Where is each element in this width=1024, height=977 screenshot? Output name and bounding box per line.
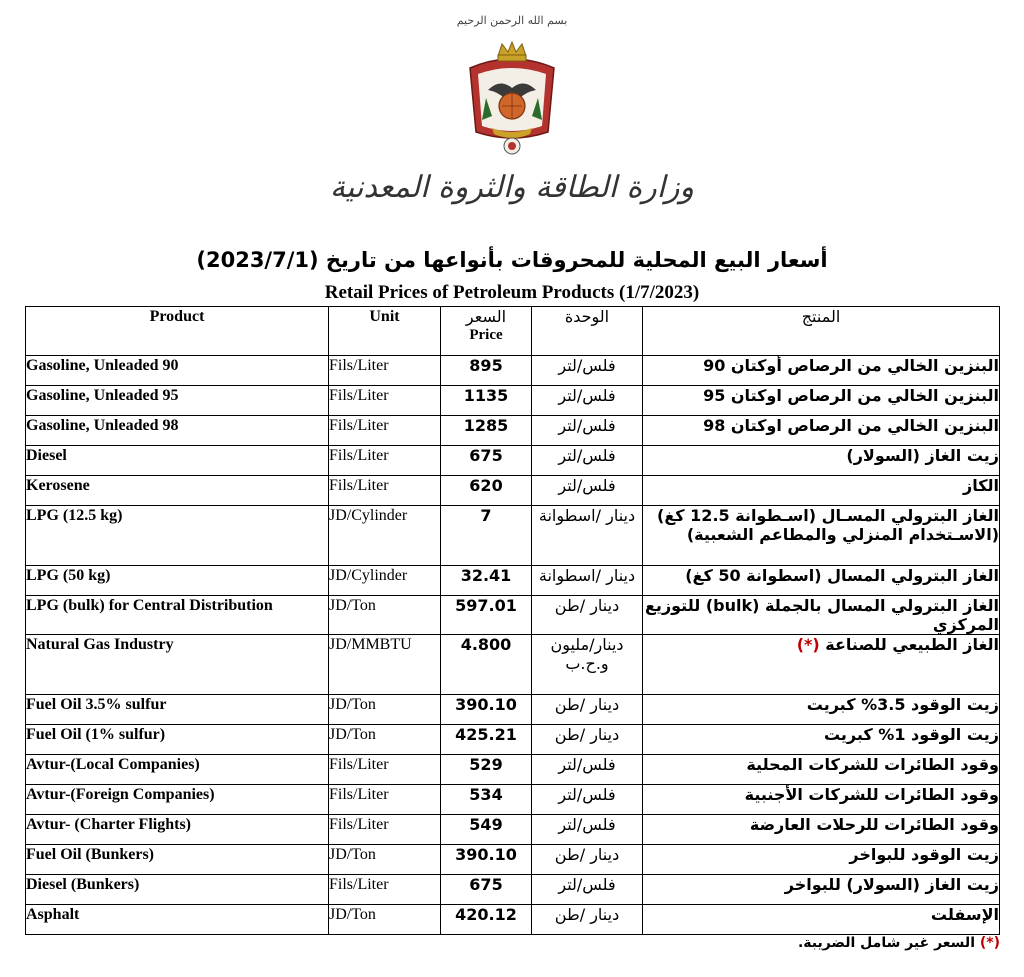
product-unit-arabic [532, 725, 643, 755]
product-name-arabic [643, 815, 1000, 845]
product-unit-text: Fils/Liter [329, 816, 389, 833]
product-name-arabic [643, 566, 1000, 596]
table-row [26, 725, 1000, 755]
product-unit-arabic-text: فلس/لتر [558, 875, 616, 894]
product-price-text: 7 [480, 506, 492, 525]
product-unit-arabic-text: دينار /طن [554, 695, 620, 714]
product-unit [329, 386, 441, 416]
product-price-text: 425.21 [455, 725, 517, 744]
basmala-calligraphy: بسم الله الرحمن الرحيم [456, 14, 568, 27]
product-price-text: 1135 [463, 386, 509, 405]
product-price [441, 386, 532, 416]
letterhead [0, 0, 1024, 245]
product-unit-arabic [532, 815, 643, 845]
product-name [26, 566, 329, 596]
product-unit [329, 416, 441, 446]
tax-note-star: (*) [796, 635, 820, 654]
product-name-arabic-text: وقود الطائرات للشركات المحلية [746, 755, 999, 774]
product-name-arabic-text: الغاز البترولي المسال (اسطوانة 50 كغ) [685, 566, 999, 585]
table-header-row [26, 307, 1000, 356]
product-name [26, 755, 329, 785]
product-unit [329, 905, 441, 935]
product-unit-arabic-text: فلس/لتر [558, 356, 616, 375]
product-price-text: 1285 [463, 416, 509, 435]
product-unit-arabic [532, 845, 643, 875]
product-name-text: Fuel Oil (Bunkers) [26, 846, 155, 863]
product-unit [329, 476, 441, 506]
product-name-arabic [643, 446, 1000, 476]
product-name [26, 815, 329, 845]
product-name-text: LPG (12.5 kg) [26, 507, 123, 524]
product-unit [329, 755, 441, 785]
product-name [26, 785, 329, 815]
product-unit-arabic-text: فلس/لتر [558, 446, 616, 465]
product-price [441, 815, 532, 845]
product-unit [329, 596, 441, 635]
product-name-arabic [643, 845, 1000, 875]
header-unit: Unit [329, 307, 441, 356]
product-unit-text: JD/Ton [329, 906, 376, 923]
product-name-arabic-text: البنزين الخالي من الرصاص اوكتان 98 [703, 416, 999, 435]
product-unit-arabic-text: دينار/مليون و.ح.ب [550, 635, 624, 673]
product-unit [329, 356, 441, 386]
product-name-text: Fuel Oil (1% sulfur) [26, 726, 166, 743]
product-price [441, 635, 532, 695]
product-price-text: 895 [469, 356, 503, 375]
product-unit-text: JD/Ton [329, 696, 376, 713]
product-price [441, 596, 532, 635]
product-price-text: 420.12 [455, 905, 517, 924]
page-title-english: Retail Prices of Petroleum Products (1/7/2023) [324, 282, 700, 303]
product-name-text: Avtur- (Charter Flights) [26, 816, 191, 833]
table-row [26, 566, 1000, 596]
product-unit-arabic-text: دينار /طن [554, 725, 620, 744]
product-unit-text: JD/Ton [329, 597, 376, 614]
product-unit-text: Fils/Liter [329, 756, 389, 773]
product-price-text: 549 [469, 815, 503, 834]
product-unit-text: JD/Ton [329, 726, 376, 743]
product-unit-arabic [532, 785, 643, 815]
product-name-arabic-text: الغاز البترولي المسـال (اسـطوانة 12.5 كغ) (الاسـتخدام المنزلي والمطاعم الشعبية) [657, 506, 999, 544]
product-price [441, 755, 532, 785]
product-price-text: 390.10 [455, 695, 517, 714]
product-unit-arabic-text: دينار /طن [554, 596, 620, 615]
page-title-arabic: أسعار البيع المحلية للمحروقات بأنواعها من تاريخ (2023/7/1) [196, 248, 828, 272]
product-price-text: 534 [469, 785, 503, 804]
table-row [26, 785, 1000, 815]
table-row [26, 695, 1000, 725]
product-name-arabic-text: الإسفلت [930, 905, 999, 924]
product-name [26, 725, 329, 755]
header-product: Product [26, 307, 329, 356]
product-price [441, 785, 532, 815]
product-unit-arabic [532, 695, 643, 725]
product-unit-arabic [532, 386, 643, 416]
product-name [26, 875, 329, 905]
product-unit-arabic [532, 446, 643, 476]
table-row [26, 506, 1000, 566]
footnote [0, 935, 1000, 951]
table-row [26, 905, 1000, 935]
product-unit-text: Fils/Liter [329, 786, 389, 803]
product-name-text: Avtur-(Foreign Companies) [26, 786, 215, 803]
product-unit-arabic-text: فلس/لتر [558, 755, 616, 774]
product-unit-arabic-text: فلس/لتر [558, 386, 616, 405]
product-unit-arabic [532, 875, 643, 905]
product-name [26, 446, 329, 476]
table-row [26, 755, 1000, 785]
product-unit-text: Fils/Liter [329, 357, 389, 374]
product-price-text: 675 [469, 446, 503, 465]
product-unit-text: Fils/Liter [329, 477, 389, 494]
product-unit [329, 725, 441, 755]
product-name [26, 356, 329, 386]
product-unit [329, 506, 441, 566]
product-name-arabic [643, 875, 1000, 905]
product-name-arabic-text: زيت الوقود للبواخر [849, 845, 999, 864]
product-name-arabic-text: زيت الوقود 1% كبريت [823, 725, 999, 744]
product-unit-arabic [532, 476, 643, 506]
product-name-arabic-text: الغاز البترولي المسال بالجملة (bulk) للتوزيع المركزي [645, 596, 999, 634]
product-name-arabic [643, 506, 1000, 566]
product-unit-arabic-text: فلس/لتر [558, 815, 616, 834]
product-name-text: Gasoline, Unleaded 90 [26, 357, 179, 374]
header-price-arabic: السعر [465, 307, 507, 326]
product-name-arabic [643, 785, 1000, 815]
product-name [26, 845, 329, 875]
header-price [441, 307, 532, 356]
product-name-arabic-text: البنزين الخالي من الرصاص اوكتان 95 [703, 386, 999, 405]
product-unit [329, 845, 441, 875]
header-unit-arabic: الوحدة [532, 307, 643, 356]
product-price [441, 725, 532, 755]
product-unit-arabic [532, 356, 643, 386]
product-name-text: Diesel (Bunkers) [26, 876, 140, 893]
product-name-arabic-text: وقود الطائرات للرحلات العارضة [749, 815, 999, 834]
product-unit-arabic [532, 416, 643, 446]
product-name-arabic [643, 635, 1000, 695]
product-name-text: Gasoline, Unleaded 98 [26, 417, 179, 434]
product-unit-text: Fils/Liter [329, 447, 389, 464]
product-name-text: Gasoline, Unleaded 95 [26, 387, 179, 404]
product-name-text: LPG (bulk) for Central Distribution [26, 597, 273, 614]
table-row [26, 356, 1000, 386]
product-price-text: 32.41 [460, 566, 512, 585]
product-unit-text: JD/Cylinder [329, 507, 408, 524]
product-name-text: Asphalt [26, 906, 80, 923]
product-name [26, 416, 329, 446]
product-unit-text: JD/MMBTU [329, 636, 412, 653]
header-price-english: Price [469, 327, 503, 343]
product-name-arabic-text: البنزين الخالي من الرصاص أوكتان 90 [703, 356, 999, 375]
product-unit-text: Fils/Liter [329, 876, 389, 893]
product-name-arabic [643, 725, 1000, 755]
product-unit [329, 875, 441, 905]
product-name-arabic [643, 905, 1000, 935]
product-name-arabic [643, 476, 1000, 506]
product-unit-arabic [532, 596, 643, 635]
product-price-text: 4.800 [460, 635, 512, 654]
product-price [441, 416, 532, 446]
product-unit-arabic [532, 506, 643, 566]
table-row [26, 815, 1000, 845]
product-name [26, 386, 329, 416]
product-unit [329, 566, 441, 596]
product-name-arabic-text: الكاز [962, 476, 999, 495]
product-unit-arabic-text: دينار /اسطوانة [538, 566, 636, 585]
product-name-arabic-text: زيت الغاز (السولار) [846, 446, 999, 465]
ministry-name-calligraphy: وزارة الطاقة والثروة المعدنية [329, 170, 695, 205]
product-price [441, 875, 532, 905]
product-name-arabic [643, 356, 1000, 386]
table-row [26, 416, 1000, 446]
product-unit-text: Fils/Liter [329, 387, 389, 404]
product-price [441, 566, 532, 596]
product-name [26, 635, 329, 695]
product-price [441, 506, 532, 566]
product-name-arabic [643, 416, 1000, 446]
product-unit-arabic-text: دينار /طن [554, 845, 620, 864]
product-unit-arabic [532, 566, 643, 596]
product-price [441, 356, 532, 386]
product-name-arabic-text: زيت الوقود 3.5% كبريت [806, 695, 999, 714]
product-name-text: LPG (50 kg) [26, 567, 111, 584]
product-price-text: 675 [469, 875, 503, 894]
product-unit [329, 785, 441, 815]
product-unit-arabic [532, 755, 643, 785]
product-unit-arabic [532, 635, 643, 695]
product-name-arabic-text: الغاز الطبيعي للصناعة [825, 635, 999, 654]
table-row [26, 635, 1000, 695]
footnote-text: السعر غير شامل الضريبة. [797, 935, 975, 951]
product-price-text: 529 [469, 755, 503, 774]
product-name-text: Diesel [26, 447, 67, 464]
product-name [26, 905, 329, 935]
product-unit [329, 635, 441, 695]
product-price-text: 597.01 [455, 596, 517, 615]
product-price [441, 446, 532, 476]
product-unit-arabic-text: فلس/لتر [558, 416, 616, 435]
product-price [441, 845, 532, 875]
product-name-text: Fuel Oil 3.5% sulfur [26, 696, 167, 713]
product-unit [329, 815, 441, 845]
product-name [26, 695, 329, 725]
product-price [441, 695, 532, 725]
product-name-text: Natural Gas Industry [26, 636, 174, 653]
table-row [26, 875, 1000, 905]
product-name-arabic-text: وقود الطائرات للشركات الأجنبية [744, 785, 999, 804]
product-name-text: Kerosene [26, 477, 90, 494]
product-name-arabic-text: زيت الغاز (السولار) للبواخر [784, 875, 999, 894]
product-unit-arabic-text: دينار /اسطوانة [538, 506, 636, 525]
product-unit-text: Fils/Liter [329, 417, 389, 434]
product-price-text: 390.10 [455, 845, 517, 864]
product-unit-text: JD/Ton [329, 846, 376, 863]
table-row [26, 596, 1000, 635]
product-name-arabic [643, 386, 1000, 416]
product-unit [329, 695, 441, 725]
product-name-arabic [643, 596, 1000, 635]
product-name [26, 596, 329, 635]
product-unit-arabic [532, 905, 643, 935]
product-name-arabic [643, 755, 1000, 785]
product-name [26, 476, 329, 506]
product-unit [329, 446, 441, 476]
product-name-text: Avtur-(Local Companies) [26, 756, 200, 773]
table-row [26, 845, 1000, 875]
header-product-arabic: المنتج [643, 307, 1000, 356]
table-row [26, 476, 1000, 506]
product-name-arabic [643, 695, 1000, 725]
product-price-text: 620 [469, 476, 503, 495]
product-price [441, 905, 532, 935]
product-name [26, 506, 329, 566]
product-unit-arabic-text: فلس/لتر [558, 476, 616, 495]
footnote-star: (*) [979, 935, 1000, 951]
table-row [26, 386, 1000, 416]
product-unit-text: JD/Cylinder [329, 567, 408, 584]
product-unit-arabic-text: فلس/لتر [558, 785, 616, 804]
coat-of-arms-icon [462, 40, 562, 158]
product-unit-arabic-text: دينار /طن [554, 905, 620, 924]
product-price [441, 476, 532, 506]
table-row [26, 446, 1000, 476]
retail-prices-table [25, 306, 1000, 935]
